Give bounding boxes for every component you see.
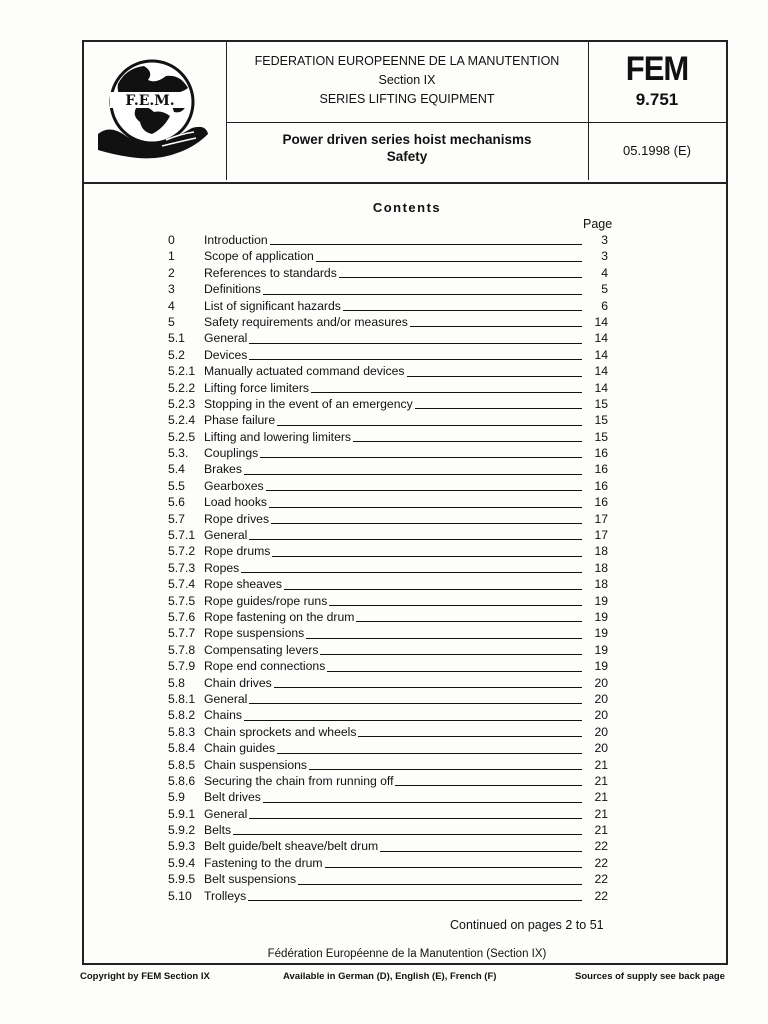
toc-entry-page: 19: [594, 593, 608, 608]
toc-entry: [168, 888, 608, 904]
toc-entry-title-group: [204, 363, 584, 379]
toc-entry-number: 5.2.4: [168, 413, 196, 428]
toc-entry-page: 16: [594, 478, 608, 493]
toc-entry: [168, 576, 608, 592]
toc-entry-page: 15: [594, 429, 608, 444]
toc-entry-page: 18: [594, 560, 608, 575]
fem-code-block: [588, 42, 726, 123]
toc-entry-title: Safety requirements and/or measures: [204, 314, 408, 329]
toc-entry-title: Rope drums: [204, 544, 271, 559]
toc-entry-title: Rope end connections: [204, 659, 326, 674]
toc-entry: [168, 593, 608, 609]
organization-name: FEDERATION EUROPEENNE DE LA MANUTENTION: [254, 54, 560, 68]
toc-leader-line: [274, 675, 582, 688]
toc-entry-number: 5.7.2: [168, 544, 196, 559]
toc-entry: [168, 298, 608, 314]
toc-entry: [168, 396, 608, 412]
toc-entry-page: 14: [594, 331, 608, 346]
toc-entry-page: 21: [594, 823, 608, 838]
toc-entry-title-group: [204, 642, 584, 658]
toc-entry-title-group: [204, 888, 584, 904]
toc-entry: [168, 543, 608, 559]
toc-entry-title-group: [204, 675, 584, 691]
toc-entry-number: 5.8.4: [168, 741, 196, 756]
toc-entry: [168, 855, 608, 871]
toc-entry-page: 16: [594, 446, 608, 461]
toc-entry: [168, 412, 608, 428]
toc-entry-title-group: [204, 593, 584, 609]
toc-entry-page: 17: [594, 511, 608, 526]
toc-entry: [168, 429, 608, 445]
toc-leader-line: [358, 724, 582, 737]
toc-leader-line: [306, 625, 582, 638]
toc-entry-page: 19: [594, 659, 608, 674]
toc-leader-line: [249, 330, 582, 343]
toc-entry-title-group: [204, 560, 584, 576]
document-date: 05.1998 (E): [623, 143, 691, 158]
toc-entry-title: Couplings: [204, 446, 259, 461]
toc-leader-line: [380, 838, 582, 851]
toc-leader-line: [311, 380, 582, 393]
toc-entry-number: 5.8: [168, 675, 185, 690]
toc-leader-line: [395, 773, 582, 786]
toc-entry-page: 15: [594, 413, 608, 428]
toc-leader-line: [266, 478, 582, 491]
toc-entry-page: 14: [594, 347, 608, 362]
toc-entry-title-group: [204, 855, 584, 871]
toc-leader-line: [309, 757, 582, 770]
toc-leader-line: [244, 707, 582, 720]
toc-entry-page: 22: [594, 872, 608, 887]
page-column-heading: Page: [583, 217, 613, 231]
toc-entry-page: 22: [594, 839, 608, 854]
toc-entry-page: 20: [594, 675, 608, 690]
toc-entry-title: Trolleys: [204, 888, 247, 903]
document-header: [84, 42, 726, 184]
toc-entry-title: Chains: [204, 708, 242, 723]
toc-entry-title-group: [204, 789, 584, 805]
toc-entry: [168, 658, 608, 674]
toc-entry-page: 18: [594, 577, 608, 592]
toc-entry-number: 5.9.2: [168, 823, 196, 838]
toc-entry-title: Definitions: [204, 282, 261, 297]
toc-entry: [168, 560, 608, 576]
toc-entry-page: 6: [601, 298, 608, 313]
toc-entry-page: 21: [594, 773, 608, 788]
toc-entry-title: Brakes: [204, 462, 242, 477]
toc-entry-title: General: [204, 331, 248, 346]
toc-leader-line: [325, 855, 582, 868]
document-frame: [82, 40, 728, 965]
toc-leader-line: [271, 511, 582, 524]
toc-entry-number: 5.8.1: [168, 691, 196, 706]
toc-entry-number: 5.8.3: [168, 724, 196, 739]
toc-entry-title-group: [204, 380, 584, 396]
toc-entry-title: Load hooks: [204, 495, 268, 510]
toc-entry-number: 5.7.4: [168, 577, 196, 592]
toc-entry-title-group: [204, 298, 584, 314]
toc-entry-title: Rope drives: [204, 511, 270, 526]
toc-entry: [168, 494, 608, 510]
toc-entry: [168, 511, 608, 527]
toc-leader-line: [241, 560, 582, 573]
toc-entry-title: Rope suspensions: [204, 626, 305, 641]
toc-entry-title-group: [204, 806, 584, 822]
toc-entry-title: List of significant hazards: [204, 298, 341, 313]
toc-entry-title-group: [204, 773, 584, 789]
toc-entry-number: 5.10: [168, 888, 192, 903]
toc-entry: [168, 347, 608, 363]
toc-entry-page: 22: [594, 855, 608, 870]
toc-entry-page: 14: [594, 380, 608, 395]
toc-entry-title-group: [204, 822, 584, 838]
logo-text: F.E.M.: [125, 93, 175, 109]
toc-entry-number: 5.9.1: [168, 806, 196, 821]
toc-entry-title-group: [204, 445, 584, 461]
contents-heading: Contents: [372, 200, 442, 215]
toc-leader-line: [327, 658, 582, 671]
toc-entry-title: Compensating levers: [204, 642, 319, 657]
toc-entry-page: 19: [594, 642, 608, 657]
toc-leader-line: [320, 642, 582, 655]
toc-entry-number: 5: [168, 314, 175, 329]
toc-entry-number: 5.7: [168, 511, 185, 526]
fem-mark: FEM: [625, 48, 689, 89]
toc-entry-number: 5.7.7: [168, 626, 196, 641]
toc-entry-title-group: [204, 248, 584, 264]
toc-entry-number: 5.6: [168, 495, 185, 510]
toc-entry-title-group: [204, 658, 584, 674]
toc-leader-line: [248, 888, 582, 901]
toc-entry-number: 5.2.1: [168, 364, 196, 379]
toc-entry-title-group: [204, 576, 584, 592]
toc-entry-title: Lifting force limiters: [204, 380, 309, 395]
toc-entry: [168, 265, 608, 281]
toc-entry-number: 1: [168, 249, 175, 264]
table-of-contents: [168, 232, 608, 904]
toc-leader-line: [329, 593, 582, 606]
toc-entry-title: Lifting and lowering limiters: [204, 429, 351, 444]
toc-entry-page: 20: [594, 708, 608, 723]
toc-entry: [168, 789, 608, 805]
toc-entry-title-group: [204, 543, 584, 559]
toc-leader-line: [415, 396, 582, 409]
toc-entry-title-group: [204, 740, 584, 756]
toc-entry-page: 20: [594, 691, 608, 706]
toc-entry-title-group: [204, 838, 584, 854]
toc-entry: [168, 330, 608, 346]
toc-entry-title-group: [204, 265, 584, 281]
toc-entry-title: General: [204, 806, 248, 821]
toc-entry-title-group: [204, 609, 584, 625]
toc-entry-number: 4: [168, 298, 175, 313]
toc-entry-title-group: [204, 707, 584, 723]
toc-entry-title-group: [204, 511, 584, 527]
toc-entry-title: Ropes: [204, 560, 240, 575]
toc-entry-title: Rope sheaves: [204, 577, 282, 592]
toc-entry: [168, 478, 608, 494]
toc-entry-title: Gearboxes: [204, 478, 264, 493]
toc-entry: [168, 625, 608, 641]
toc-leader-line: [316, 248, 582, 261]
toc-leader-line: [339, 265, 582, 278]
toc-entry: [168, 380, 608, 396]
toc-entry-number: 5.2.2: [168, 380, 196, 395]
toc-entry-title-group: [204, 478, 584, 494]
toc-entry: [168, 773, 608, 789]
toc-entry-title-group: [204, 396, 584, 412]
toc-entry-title: Rope guides/rope runs: [204, 593, 328, 608]
toc-entry-page: 19: [594, 609, 608, 624]
toc-entry-number: 5.1: [168, 331, 185, 346]
toc-entry: [168, 314, 608, 330]
toc-entry: [168, 675, 608, 691]
toc-entry-title-group: [204, 347, 584, 363]
toc-entry-number: 0: [168, 233, 175, 247]
toc-entry-title: Securing the chain from running off: [204, 773, 394, 788]
toc-entry: [168, 707, 608, 723]
toc-entry-number: 5.7.5: [168, 593, 196, 608]
toc-leader-line: [249, 691, 582, 704]
toc-entry-number: 5.8.6: [168, 773, 196, 788]
toc-entry-title: Scope of application: [204, 249, 314, 264]
toc-entry-number: 3: [168, 282, 175, 297]
toc-entry-number: 2: [168, 265, 175, 280]
toc-entry-title: General: [204, 691, 248, 706]
toc-entry: [168, 248, 608, 264]
toc-entry-number: 5.9.4: [168, 855, 196, 870]
toc-entry-page: 3: [601, 233, 608, 247]
toc-leader-line: [343, 298, 582, 311]
document-subtitle: Safety: [386, 149, 428, 164]
toc-entry-number: 5.3.: [168, 446, 189, 461]
toc-entry-number: 5.8.5: [168, 757, 196, 772]
toc-leader-line: [277, 740, 582, 753]
toc-entry: [168, 757, 608, 773]
toc-entry-title: Belt suspensions: [204, 872, 297, 887]
toc-entry: [168, 281, 608, 297]
toc-entry-number: 5.7.1: [168, 528, 196, 543]
copyright-footer: Copyright by FEM Section IX: [80, 971, 210, 982]
toc-leader-line: [410, 314, 582, 327]
toc-entry-number: 5.9: [168, 790, 185, 805]
toc-entry-page: 15: [594, 396, 608, 411]
toc-entry-title: General: [204, 528, 248, 543]
toc-entry-number: 5.7.6: [168, 609, 196, 624]
toc-entry-title: Belt guide/belt sheave/belt drum: [204, 839, 379, 854]
toc-leader-line: [260, 445, 582, 458]
document-title-block: [226, 122, 588, 180]
toc-entry: [168, 461, 608, 477]
toc-entry-number: 5.7.3: [168, 560, 196, 575]
toc-entry-title: Chain guides: [204, 741, 276, 756]
toc-entry-number: 5.9.5: [168, 872, 196, 887]
toc-entry-title: Belt drives: [204, 790, 261, 805]
toc-leader-line: [249, 806, 582, 819]
toc-entry-title-group: [204, 281, 584, 297]
toc-entry: [168, 691, 608, 707]
toc-leader-line: [298, 871, 582, 884]
toc-entry: [168, 871, 608, 887]
toc-entry-page: 21: [594, 757, 608, 772]
toc-leader-line: [272, 543, 582, 556]
toc-entry: [168, 232, 608, 248]
toc-entry-page: 4: [601, 265, 608, 280]
toc-entry-page: 18: [594, 544, 608, 559]
toc-entry-page: 17: [594, 528, 608, 543]
toc-entry-page: 19: [594, 626, 608, 641]
toc-entry-page: 14: [594, 364, 608, 379]
toc-entry: [168, 724, 608, 740]
toc-entry: [168, 445, 608, 461]
toc-entry-title: Chain sprockets and wheels: [204, 724, 357, 739]
toc-entry-title: Manually actuated command devices: [204, 364, 405, 379]
toc-leader-line: [353, 429, 582, 442]
toc-entry-number: 5.2.3: [168, 396, 196, 411]
toc-entry-title-group: [204, 232, 584, 248]
toc-entry-title-group: [204, 724, 584, 740]
toc-entry-number: 5.7.9: [168, 659, 196, 674]
toc-entry-number: 5.4: [168, 462, 185, 477]
languages-footer: Available in German (D), English (E), French (F): [283, 971, 497, 982]
toc-entry: [168, 740, 608, 756]
toc-leader-line: [249, 527, 582, 540]
toc-entry: [168, 527, 608, 543]
toc-entry: [168, 822, 608, 838]
toc-entry-title: References to standards: [204, 265, 337, 280]
toc-leader-line: [284, 576, 582, 589]
toc-entry-page: 14: [594, 314, 608, 329]
toc-leader-line: [233, 822, 582, 835]
toc-entry-page: 16: [594, 462, 608, 477]
toc-leader-line: [244, 461, 582, 474]
toc-entry: [168, 609, 608, 625]
toc-entry-title: Chain drives: [204, 675, 272, 690]
series-label: SERIES LIFTING EQUIPMENT: [319, 92, 495, 106]
toc-entry-title: Stopping in the event of an emergency: [204, 396, 413, 411]
toc-leader-line: [277, 412, 582, 425]
toc-entry: [168, 642, 608, 658]
toc-entry-number: 5.7.8: [168, 642, 196, 657]
toc-entry: [168, 838, 608, 854]
document-number: 9.751: [635, 90, 679, 109]
toc-leader-line: [249, 347, 582, 360]
toc-entry-page: 21: [594, 790, 608, 805]
toc-entry-title: Fastening to the drum: [204, 855, 323, 870]
supply-footer: Sources of supply see back page: [575, 971, 725, 982]
header-center-cell: [226, 42, 589, 180]
toc-entry-page: 3: [601, 249, 608, 264]
toc-entry-page: 22: [594, 888, 608, 903]
toc-entry-title: Rope fastening on the drum: [204, 609, 355, 624]
toc-entry-title-group: [204, 494, 584, 510]
document-title: Power driven series hoist mechanisms: [282, 132, 532, 147]
organization-block: [226, 42, 588, 123]
toc-entry-page: 21: [594, 806, 608, 821]
toc-entry-page: 20: [594, 724, 608, 739]
toc-entry-title: Phase failure: [204, 413, 276, 428]
toc-entry-number: 5.9.3: [168, 839, 196, 854]
toc-entry: [168, 363, 608, 379]
toc-leader-line: [263, 281, 582, 294]
toc-leader-line: [263, 789, 582, 802]
toc-entry-title-group: [204, 757, 584, 773]
toc-leader-line: [269, 494, 582, 507]
toc-entry-title-group: [204, 625, 584, 641]
toc-entry-title: Chain suspensions: [204, 757, 307, 772]
federation-name: Fédération Européenne de la Manutention (Section IX): [267, 948, 547, 960]
logo-cell: [84, 42, 227, 180]
toc-entry-title-group: [204, 412, 584, 428]
toc-leader-line: [356, 609, 582, 622]
toc-entry-title-group: [204, 429, 584, 445]
continued-note: Continued on pages 2 to 51: [450, 918, 604, 932]
toc-leader-line: [270, 232, 582, 245]
toc-entry-number: 5.2.5: [168, 429, 196, 444]
toc-entry-page: 20: [594, 741, 608, 756]
header-right-cell: [588, 42, 726, 180]
toc-entry: [168, 806, 608, 822]
globe-in-hand-logo-icon: [96, 54, 214, 166]
toc-leader-line: [407, 363, 582, 376]
toc-entry-title-group: [204, 461, 584, 477]
toc-entry-title-group: [204, 527, 584, 543]
toc-entry-title-group: [204, 871, 584, 887]
toc-entry-page: 16: [594, 495, 608, 510]
toc-entry-title: Belts: [204, 823, 232, 838]
section-label: Section IX: [378, 73, 436, 87]
toc-entry-number: 5.2: [168, 347, 185, 362]
toc-entry-number: 5.5: [168, 478, 185, 493]
toc-entry-number: 5.8.2: [168, 708, 196, 723]
toc-entry-page: 5: [601, 282, 608, 297]
toc-entry-title-group: [204, 330, 584, 346]
toc-entry-title: Introduction: [204, 233, 268, 247]
toc-entry-title: Devices: [204, 347, 248, 362]
toc-entry-title-group: [204, 691, 584, 707]
toc-entry-title-group: [204, 314, 584, 330]
